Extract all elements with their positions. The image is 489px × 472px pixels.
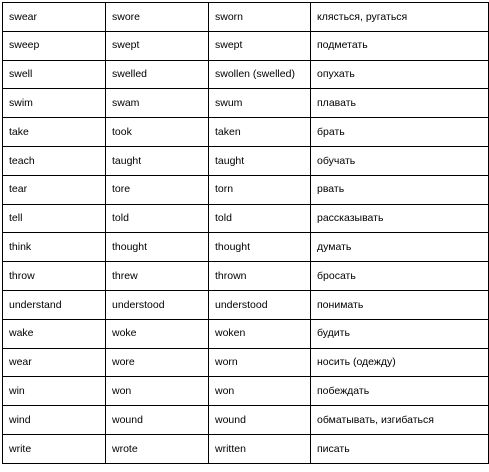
past-participle-cell: swum	[209, 89, 311, 118]
table-row	[3, 3, 489, 32]
past-participle-cell: swollen (swelled)	[209, 60, 311, 89]
table-row	[3, 348, 489, 377]
table-row	[3, 233, 489, 262]
base-form-cell: write	[3, 434, 106, 463]
past-participle-cell: taken	[209, 118, 311, 147]
past-simple-cell: thought	[106, 233, 209, 262]
past-participle-cell: torn	[209, 175, 311, 204]
base-form-cell: tear	[3, 175, 106, 204]
past-simple-cell: taught	[106, 146, 209, 175]
translation-cell: рвать	[311, 175, 489, 204]
base-form-cell: swim	[3, 89, 106, 118]
past-simple-cell: wrote	[106, 434, 209, 463]
past-simple-cell: wore	[106, 348, 209, 377]
table-row	[3, 146, 489, 175]
table-row	[3, 118, 489, 147]
past-participle-cell: worn	[209, 348, 311, 377]
translation-cell: думать	[311, 233, 489, 262]
past-simple-cell: swam	[106, 89, 209, 118]
past-simple-cell: told	[106, 204, 209, 233]
base-form-cell: wake	[3, 319, 106, 348]
verb-table-body	[3, 3, 489, 464]
base-form-cell: throw	[3, 262, 106, 291]
past-participle-cell: swept	[209, 31, 311, 60]
table-row	[3, 377, 489, 406]
translation-cell: плавать	[311, 89, 489, 118]
past-simple-cell: tore	[106, 175, 209, 204]
table-row	[3, 262, 489, 291]
translation-cell: будить	[311, 319, 489, 348]
base-form-cell: swell	[3, 60, 106, 89]
table-row	[3, 319, 489, 348]
table-row	[3, 60, 489, 89]
past-participle-cell: wound	[209, 406, 311, 435]
translation-cell: носить (одежду)	[311, 348, 489, 377]
past-simple-cell: took	[106, 118, 209, 147]
table-row	[3, 406, 489, 435]
past-participle-cell: woken	[209, 319, 311, 348]
translation-cell: клясться, ругаться	[311, 3, 489, 32]
translation-cell: брать	[311, 118, 489, 147]
table-row	[3, 434, 489, 463]
past-participle-cell: understood	[209, 290, 311, 319]
translation-cell: побеждать	[311, 377, 489, 406]
translation-cell: опухать	[311, 60, 489, 89]
table-row	[3, 204, 489, 233]
base-form-cell: take	[3, 118, 106, 147]
past-simple-cell: woke	[106, 319, 209, 348]
base-form-cell: understand	[3, 290, 106, 319]
past-participle-cell: won	[209, 377, 311, 406]
table-row	[3, 31, 489, 60]
table-row	[3, 89, 489, 118]
translation-cell: писать	[311, 434, 489, 463]
translation-cell: обматывать, изгибаться	[311, 406, 489, 435]
past-simple-cell: wound	[106, 406, 209, 435]
table-row	[3, 175, 489, 204]
past-participle-cell: written	[209, 434, 311, 463]
translation-cell: бросать	[311, 262, 489, 291]
past-participle-cell: sworn	[209, 3, 311, 32]
base-form-cell: teach	[3, 146, 106, 175]
base-form-cell: win	[3, 377, 106, 406]
translation-cell: обучать	[311, 146, 489, 175]
translation-cell: подметать	[311, 31, 489, 60]
base-form-cell: wear	[3, 348, 106, 377]
past-participle-cell: taught	[209, 146, 311, 175]
translation-cell: понимать	[311, 290, 489, 319]
past-participle-cell: thrown	[209, 262, 311, 291]
past-simple-cell: swore	[106, 3, 209, 32]
translation-cell: рассказывать	[311, 204, 489, 233]
past-simple-cell: threw	[106, 262, 209, 291]
past-simple-cell: won	[106, 377, 209, 406]
base-form-cell: tell	[3, 204, 106, 233]
base-form-cell: think	[3, 233, 106, 262]
base-form-cell: sweep	[3, 31, 106, 60]
past-participle-cell: told	[209, 204, 311, 233]
past-simple-cell: swelled	[106, 60, 209, 89]
base-form-cell: swear	[3, 3, 106, 32]
past-simple-cell: swept	[106, 31, 209, 60]
table-row	[3, 290, 489, 319]
past-simple-cell: understood	[106, 290, 209, 319]
irregular-verbs-table	[2, 2, 489, 464]
past-participle-cell: thought	[209, 233, 311, 262]
base-form-cell: wind	[3, 406, 106, 435]
